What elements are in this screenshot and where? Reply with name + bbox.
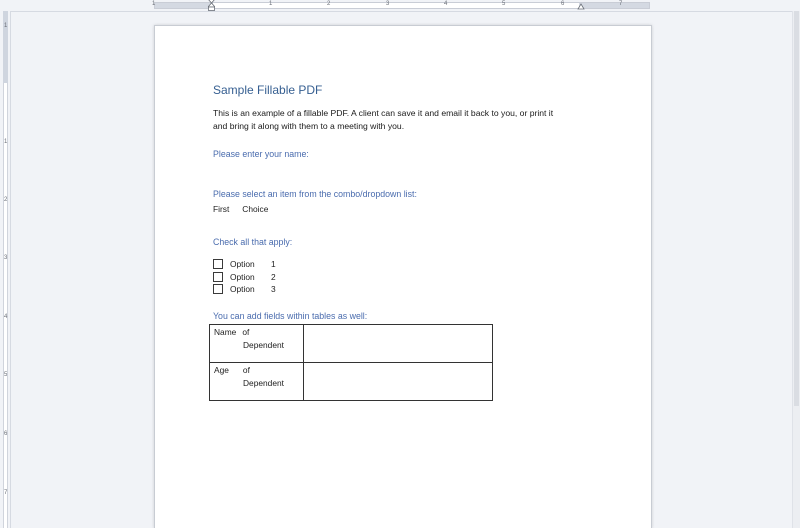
cell-label-word: of: [242, 365, 250, 375]
scrollbar-thumb[interactable]: [794, 11, 799, 406]
vertical-ruler[interactable]: [0, 11, 11, 528]
intro-line: and bring it along with them to a meeting with you.: [213, 121, 405, 131]
dependent-table: [209, 324, 493, 401]
vertical-ruler-number: 6: [4, 431, 8, 437]
checkbox-prompt: Check all that apply:: [213, 237, 293, 247]
table-prompt: You can add fields within tables as well:: [213, 311, 368, 321]
checkbox-number: 1: [271, 259, 276, 269]
checkbox-option-1[interactable]: [213, 258, 276, 270]
ruler-number: 7: [619, 1, 623, 7]
intro-line: This is an example of a fillable PDF. A client can save it and email it back to you, or print it: [213, 108, 554, 118]
cell-label-word: Age: [214, 365, 229, 375]
ruler-number: 6: [561, 1, 565, 7]
checkbox[interactable]: [213, 259, 223, 269]
vertical-ruler-number: 1: [4, 139, 8, 145]
combo-value-first: First: [213, 204, 230, 214]
name-prompt: Please enter your name:: [213, 149, 309, 159]
combo-value-second: Choice: [242, 204, 269, 214]
checkbox-label: Option: [230, 284, 255, 294]
vertical-ruler-number: 1: [4, 23, 8, 29]
intro-paragraph: [213, 107, 553, 133]
ruler-number: 1: [269, 1, 273, 7]
cell-label-continued: Dependent: [243, 340, 284, 350]
cell-label-continued: Dependent: [243, 378, 284, 388]
vertical-scrollbar[interactable]: [792, 11, 800, 528]
checkbox-label: Option: [230, 259, 255, 269]
ruler-number: 4: [444, 1, 448, 7]
vertical-ruler-number: 7: [4, 490, 8, 496]
checkbox[interactable]: [213, 284, 223, 294]
vertical-ruler-number: 2: [4, 197, 8, 203]
checkbox[interactable]: [213, 272, 223, 282]
name-of-dependent-field[interactable]: [304, 325, 493, 363]
indent-marker-icon[interactable]: [208, 0, 215, 11]
ruler-number: 3: [386, 1, 390, 7]
vertical-ruler-number: 5: [4, 372, 8, 378]
cell-label-word: of: [242, 327, 250, 337]
ruler-number: 2: [327, 1, 331, 7]
ruler-right-margin: [579, 3, 649, 8]
ruler-number: 5: [502, 1, 506, 7]
horizontal-ruler[interactable]: [0, 0, 800, 12]
ruler-band: [154, 2, 650, 9]
age-of-dependent-field[interactable]: [304, 363, 493, 401]
table-row: [210, 325, 493, 363]
combo-prompt: Please select an item from the combo/dropdown list:: [213, 189, 417, 199]
ruler-left-margin: [155, 3, 213, 8]
combo-dropdown[interactable]: [213, 204, 268, 214]
table-label-cell: [210, 325, 304, 363]
right-indent-marker-icon[interactable]: [577, 2, 585, 10]
checkbox-number: 3: [271, 284, 276, 294]
table-label-cell: [210, 363, 304, 401]
checkbox-option-2[interactable]: [213, 271, 276, 283]
vertical-ruler-band: [3, 11, 8, 528]
vertical-ruler-number: 3: [4, 255, 8, 261]
cell-label-word: Name: [214, 327, 237, 337]
checkbox-option-3[interactable]: [213, 283, 276, 295]
vertical-ruler-number: 4: [4, 314, 8, 320]
checkbox-label: Option: [230, 272, 255, 282]
cell-label: [214, 327, 249, 337]
table-row: [210, 363, 493, 401]
ruler-number: 1: [152, 1, 156, 7]
document-title: Sample Fillable PDF: [213, 83, 323, 97]
checkbox-number: 2: [271, 272, 276, 282]
vertical-ruler-top-margin: [3, 11, 8, 83]
document-page[interactable]: [154, 25, 652, 528]
cell-label: [214, 365, 250, 375]
